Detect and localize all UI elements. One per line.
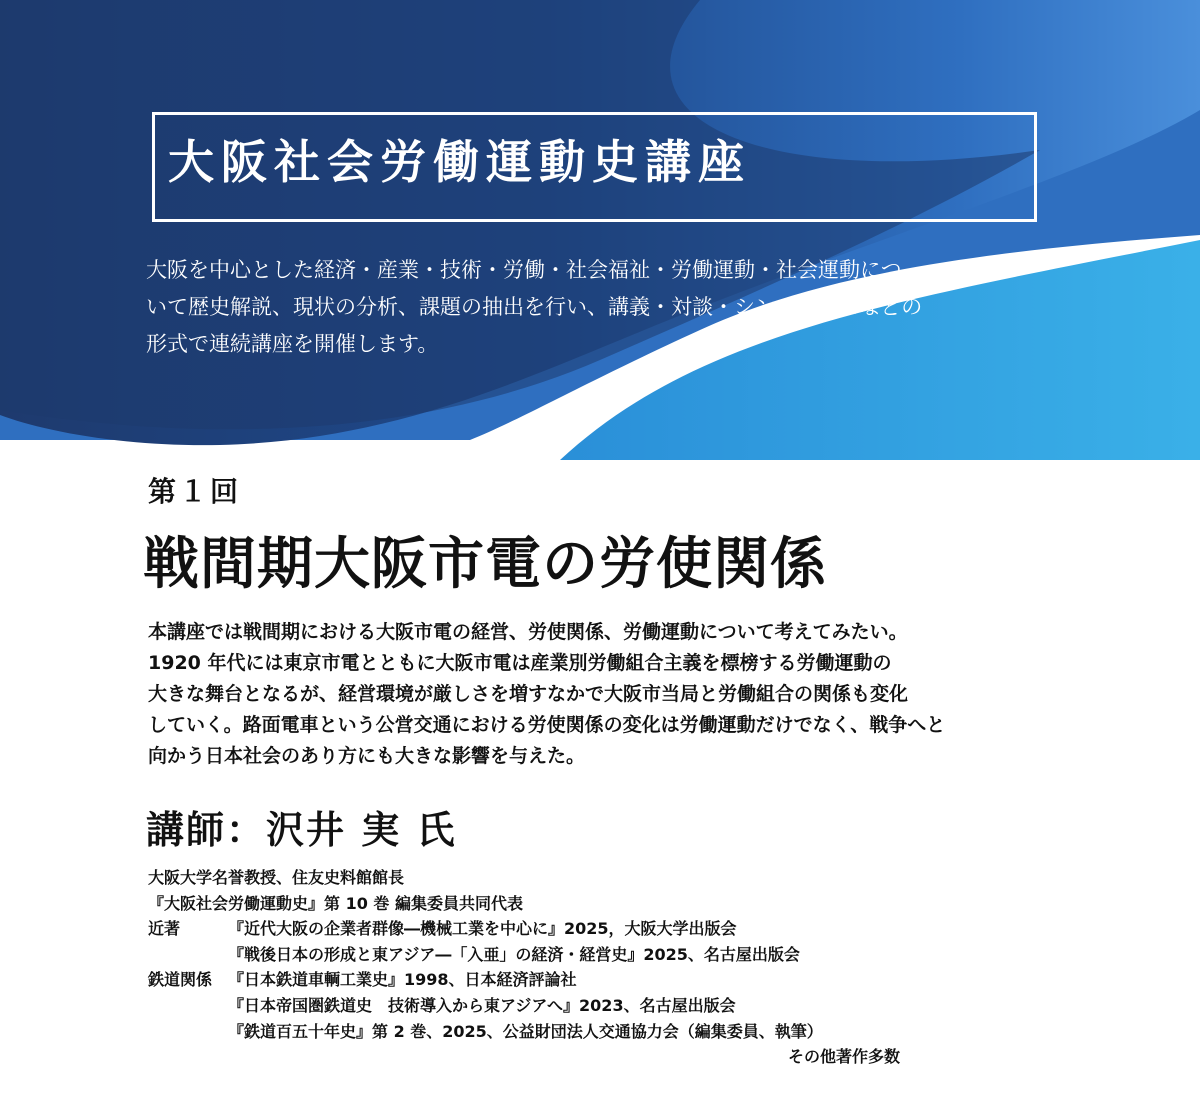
abstract-line: していく。路面電車という公営交通における労使関係の変化は労働運動だけでなく、戦争へと [148,714,946,736]
other-works-note: その他著作多数 [788,1047,901,1067]
railway-work-item: 『日本帝国圏鉄道史 技術導入から東アジアへ』2023、名古屋出版会 [228,995,736,1015]
series-title-frame-right-edge [1034,112,1037,222]
lecturer-affiliation: 大阪大学名誉教授、住友史料館館長 [148,868,405,887]
series-description [146,252,1046,363]
recent-works-label: 近著 [148,919,181,939]
railway-works-label: 鉄道関係 [148,970,213,990]
abstract-line: 向かう日本社会のあり方にも大きな影響を与えた。 [148,745,586,767]
abstract-line: 大きな舞台となるが、経営環境が厳しさを増すなかで大阪市当局と労働組合の関係も変化 [148,683,909,705]
lecturer-heading: 講師：沢井 実 氏 [146,808,457,852]
abstract-line: 1920 年代には東京市電とともに大阪市電は産業別労働組合主義を標榜する労働運動の [148,652,892,674]
abstract-line: 本講座では戦間期における大阪市電の経営、労使関係、労働運動について考えてみたい。 [148,621,908,643]
lecture-abstract [148,617,1048,772]
header-wave-background [0,0,1200,460]
railway-work-item: 『鉄道百五十年史』第 2 巻、2025、公益財団法人交通協力会（編集委員、執筆） [228,1021,823,1041]
lecture-title: 戦間期大阪市電の労使関係 [143,532,827,597]
session-number: 第１回 [148,475,242,508]
lecturer-editorial-role: 『大阪社会労働運動史』第 10 巻 編集委員共同代表 [148,893,523,913]
series-description-line: いて歴史解説、現状の分析、課題の抽出を行い、講義・対談・シンポジウムなどの [146,295,923,319]
series-description-line: 形式で連続講座を開催します。 [146,332,439,356]
series-description-line: 大阪を中心とした経済・産業・技術・労働・社会福祉・労働運動・社会運動につ [146,258,902,282]
recent-work-item: 『近代大阪の企業者群像―機械工業を中心に』2025，大阪大学出版会 [228,919,737,939]
series-title: 大阪社会労働運動史講座 [168,135,751,189]
lecturer-profile [148,865,1048,1070]
railway-work-item: 『日本鉄道車輌工業史』1998、日本経済評論社 [228,970,577,990]
recent-work-item: 『戦後日本の形成と東アジア―「入亜」の経済・経営史』2025、名古屋出版会 [228,944,800,964]
